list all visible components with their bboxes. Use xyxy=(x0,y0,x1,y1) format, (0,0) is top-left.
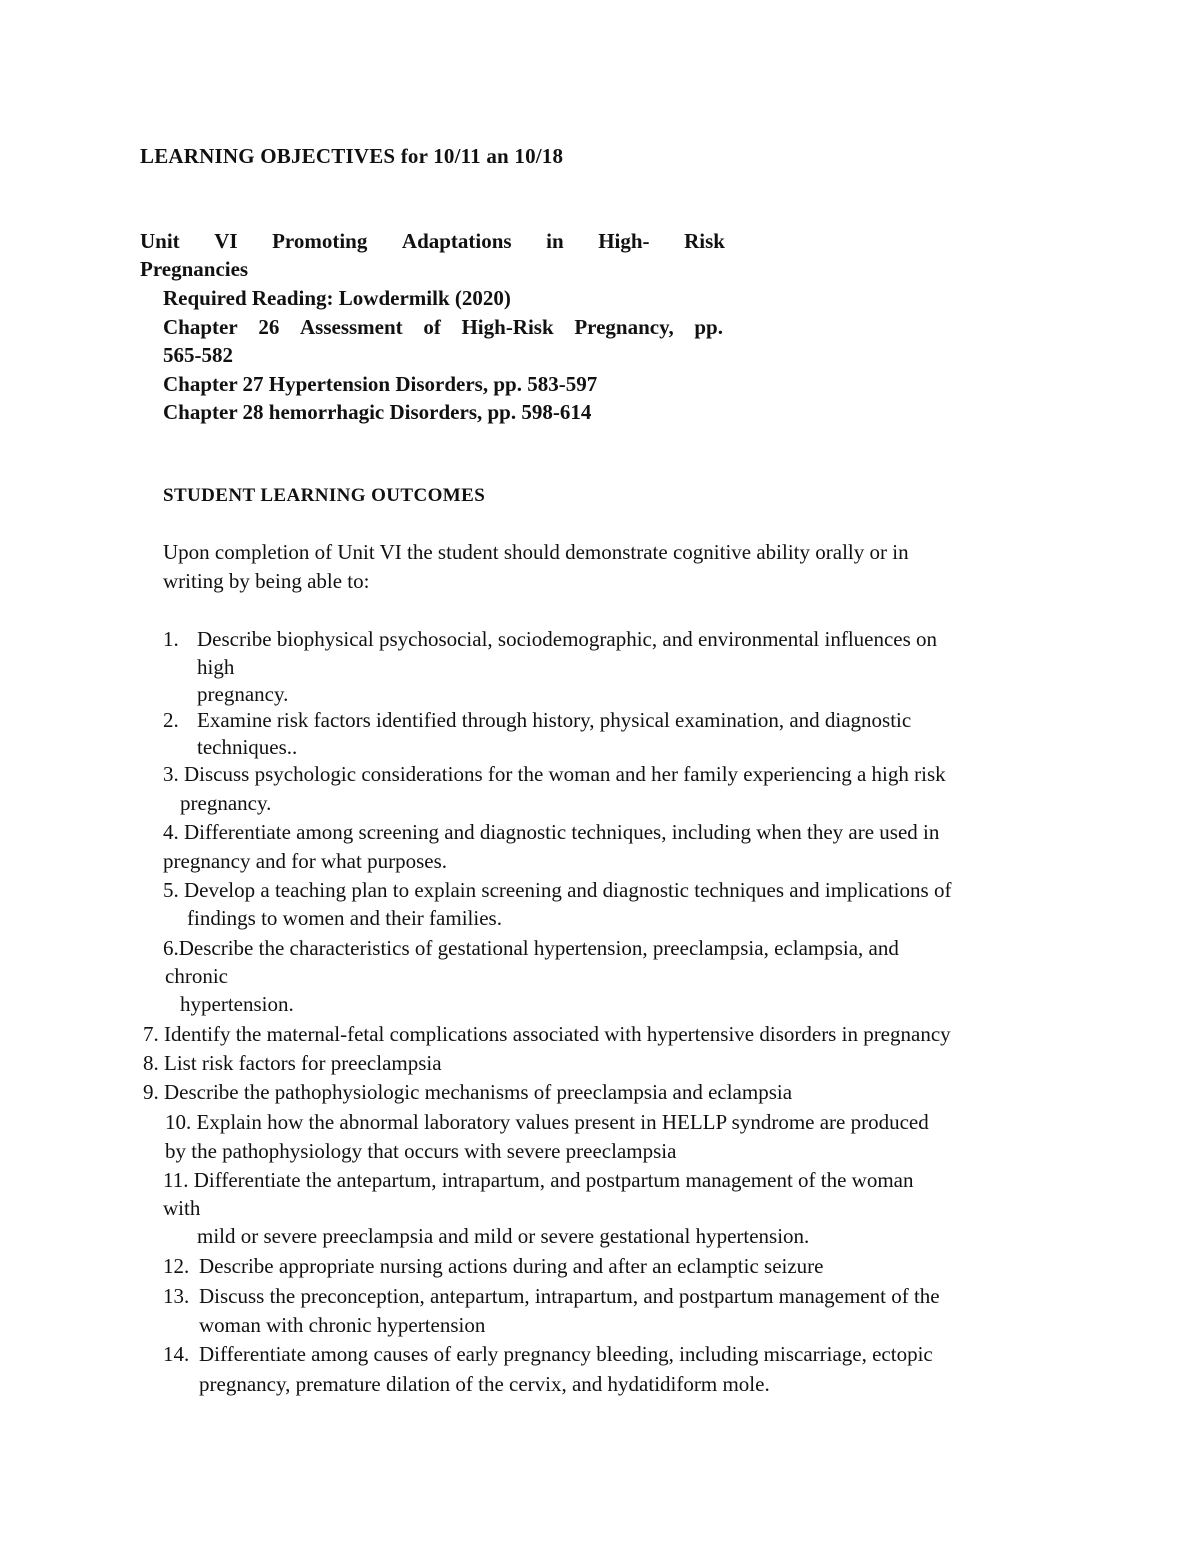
required-reading: Required Reading: Lowdermilk (2020) xyxy=(163,286,511,310)
objective-text: findings to women and their families. xyxy=(187,906,502,930)
objective-text: 4. Differentiate among screening and diagnostic techniques, including when they are used in xyxy=(163,820,940,844)
objective-text: techniques.. xyxy=(197,735,298,759)
objective-text: high xyxy=(197,655,235,679)
objective-text: chronic xyxy=(165,964,228,988)
objective-text: Describe appropriate nursing actions during and after an eclamptic seizure xyxy=(199,1254,824,1278)
unit-word: Adaptations xyxy=(401,229,512,253)
chapter-word: High-Risk xyxy=(461,315,554,339)
objective-text: 6.Describe the characteristics of gestational hypertension, preeclampsia, eclampsia, and xyxy=(163,936,899,960)
chapter-word: Assessment xyxy=(299,315,403,339)
objective-number: 12. xyxy=(163,1254,190,1278)
unit-heading xyxy=(140,227,725,255)
chapter-word: Chapter xyxy=(163,315,238,339)
objective-number: 14. xyxy=(163,1342,190,1366)
objective-number: 2. xyxy=(163,708,179,732)
objective-text: hypertension. xyxy=(180,992,294,1016)
unit-word: Risk xyxy=(684,229,725,253)
intro-text: writing by being able to: xyxy=(163,569,370,593)
objective-text: 9. Describe the pathophysiologic mechanisms of preeclampsia and eclampsia xyxy=(143,1080,793,1104)
objective-text: 8. List risk factors for preeclampsia xyxy=(143,1051,442,1075)
objective-text: pregnancy, premature dilation of the cervix, and hydatidiform mole. xyxy=(199,1372,770,1396)
chapter-26-pages: 565-582 xyxy=(163,343,233,367)
unit-heading-continuation: Pregnancies xyxy=(140,257,249,281)
chapter-word: of xyxy=(423,315,441,339)
objective-text: 7. Identify the maternal-fetal complications associated with hypertensive disorders in pregnancy xyxy=(143,1022,951,1046)
chapter-word: Pregnancy, xyxy=(574,315,674,339)
chapter-word: 26 xyxy=(258,315,280,339)
objective-text: pregnancy. xyxy=(197,682,289,706)
objective-text: pregnancy. xyxy=(180,791,272,815)
objective-number: 13. xyxy=(163,1284,190,1308)
objective-text: Discuss the preconception, antepartum, intrapartum, and postpartum management of the xyxy=(199,1284,940,1308)
objective-text: 3. Discuss psychologic considerations for the woman and her family experiencing a high risk xyxy=(163,762,946,786)
objective-number: 1. xyxy=(163,627,179,651)
objective-text: 5. Develop a teaching plan to explain screening and diagnostic techniques and implications of xyxy=(163,878,952,902)
objective-text: 10. Explain how the abnormal laboratory values present in HELLP syndrome are produced xyxy=(165,1110,929,1134)
objective-text: woman with chronic hypertension xyxy=(199,1313,486,1337)
chapter-word: pp. xyxy=(694,315,723,339)
unit-word: VI xyxy=(214,229,238,253)
objective-text: by the pathophysiology that occurs with severe preeclampsia xyxy=(165,1139,677,1163)
outcomes-heading: STUDENT LEARNING OUTCOMES xyxy=(163,485,486,506)
document-title: LEARNING OBJECTIVES for 10/11 an 10/18 xyxy=(140,144,564,168)
unit-word: Unit xyxy=(140,229,180,253)
unit-word: Promoting xyxy=(272,229,368,253)
objective-text: mild or severe preeclampsia and mild or severe gestational hypertension. xyxy=(197,1224,810,1248)
chapter-27-line: Chapter 27 Hypertension Disorders, pp. 583-597 xyxy=(163,372,598,396)
chapter-28-line: Chapter 28 hemorrhagic Disorders, pp. 598-614 xyxy=(163,400,592,424)
objective-text: pregnancy and for what purposes. xyxy=(163,849,447,873)
chapter-26-line xyxy=(163,313,723,341)
objective-text: Differentiate among causes of early pregnancy bleeding, including miscarriage, ectopic xyxy=(199,1342,933,1366)
unit-word: High- xyxy=(598,229,650,253)
objective-text: with xyxy=(163,1196,201,1220)
objective-text: Examine risk factors identified through history, physical examination, and diagnostic xyxy=(197,708,912,732)
unit-word: in xyxy=(546,229,564,253)
objective-text: Describe biophysical psychosocial, sociodemographic, and environmental influences on xyxy=(197,627,938,651)
intro-text: Upon completion of Unit VI the student should demonstrate cognitive ability orally or in xyxy=(163,540,909,564)
objective-text: 11. Differentiate the antepartum, intrapartum, and postpartum management of the woman xyxy=(163,1168,914,1192)
